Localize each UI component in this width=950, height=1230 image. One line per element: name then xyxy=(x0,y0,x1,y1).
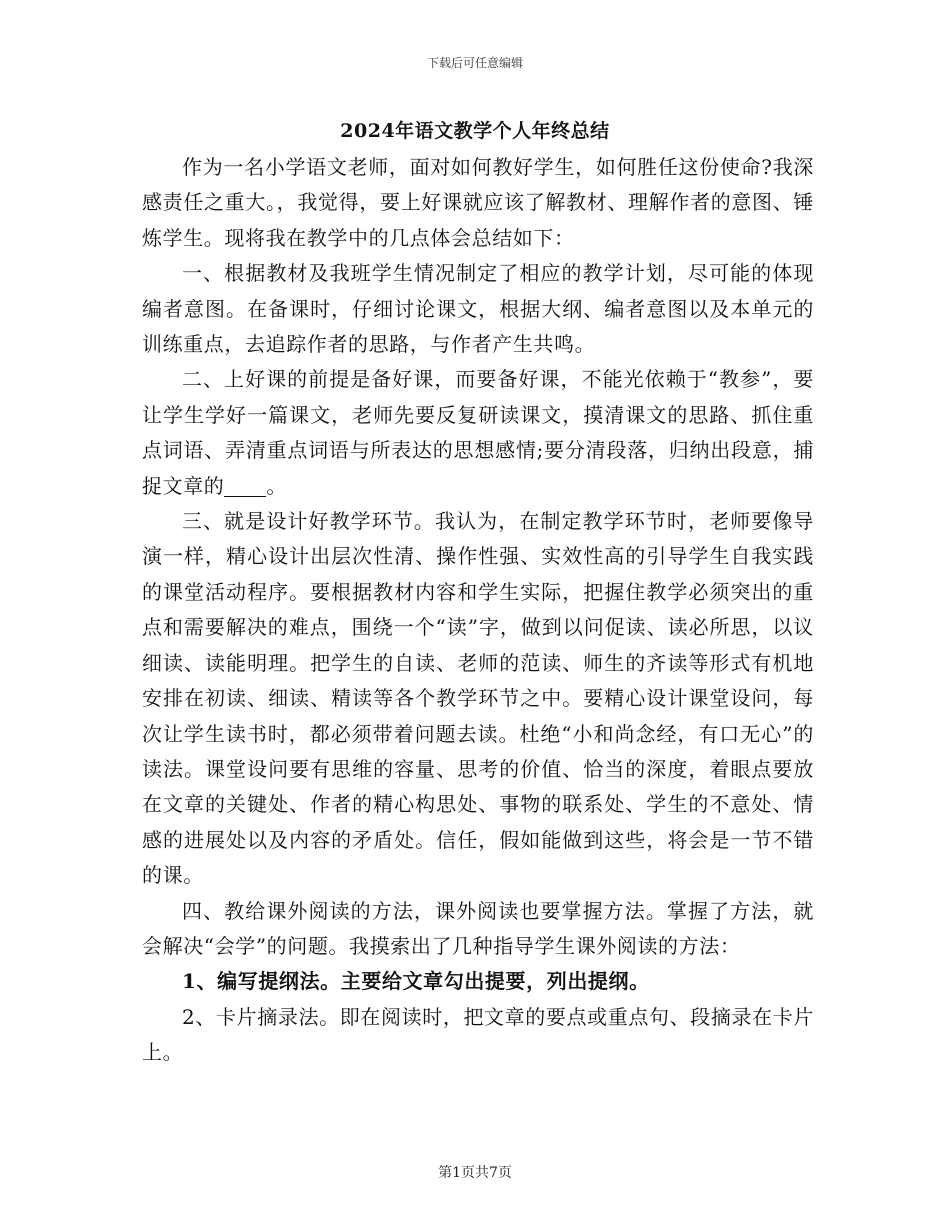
document-body xyxy=(142,150,814,1071)
paragraph-method-one: 1、编写提纲法。主要给文章勾出提要，列出提纲。 xyxy=(182,969,650,994)
paragraph-point-two-text: 二、上好课的前提是备好课，而要备好课，不能光依赖于“教参”，要让学生学好一篇课文，老师先要反复研读课文，摸清课文的思路、抓住重点词语、弄清重点词语与所表达的思想感情;要分清段落，归纳出段意，捕捉文章的 xyxy=(142,367,814,498)
paragraph-point-two xyxy=(142,362,814,504)
document-title: 2024年语文教学个人年终总结 xyxy=(340,120,610,142)
page-number: 第1页共7页 xyxy=(438,1165,512,1181)
paragraph-point-one: 一、根据教材及我班学生情况制定了相应的教学计划，尽可能的体现编者意图。在备课时，仔细讨论课文，根据大纲、编者意图以及本单元的训练重点，去追踪作者的思路，与作者产生共鸣。 xyxy=(142,261,814,357)
paragraph-point-three: 三、就是设计好教学环节。我认为，在制定教学环节时，老师要像导演一样，精心设计出层次性清、操作性强、实效性高的引导学生自我实践的课堂活动程序。要根据教材内容和学生实际，把握住教学必须突出的重点和需要解决的难点，围绕一个“读”字，做到以问促读、读必所思，以议细读、读能明理。把学生的自读、老师的范读、师生的齐读等形式有机地安排在初读、细读、精读等各个教学环节之中。要精心设计课堂设问，每次让学生读书时，都必须带着问题去读。杜绝“小和尚念经，有口无心”的读法。课堂设问要有思维的容量、思考的价值、恰当的深度，着眼点要放在文章的关键处、作者的精心构思处、事物的联系处、学生的不意处、情感的进展处以及内容的矛盾处。信任，假如能做到这些，将会是一节不错的课。 xyxy=(142,509,814,888)
paragraph-point-four: 四、教给课外阅读的方法，课外阅读也要掌握方法。掌握了方法，就会解决“会学”的问题。我摸索出了几种指导学生课外阅读的方法： xyxy=(142,898,814,958)
paragraph-intro: 作为一名小学语文老师，面对如何教好学生，如何胜任这份使命?我深感责任之重大。，我觉得，要上好课就应该了解教材、理解作者的意图、锤炼学生。现将我在教学中的几点体会总结如下： xyxy=(142,155,814,250)
paragraph-method-two: 2、卡片摘录法。即在阅读时，把文章的要点或重点句、段摘录在卡片上。 xyxy=(142,1004,814,1065)
fill-in-blank xyxy=(224,476,266,497)
paragraph-point-two-end: 。 xyxy=(266,473,288,498)
page-header-note: 下载后可任意编辑 xyxy=(426,56,523,70)
